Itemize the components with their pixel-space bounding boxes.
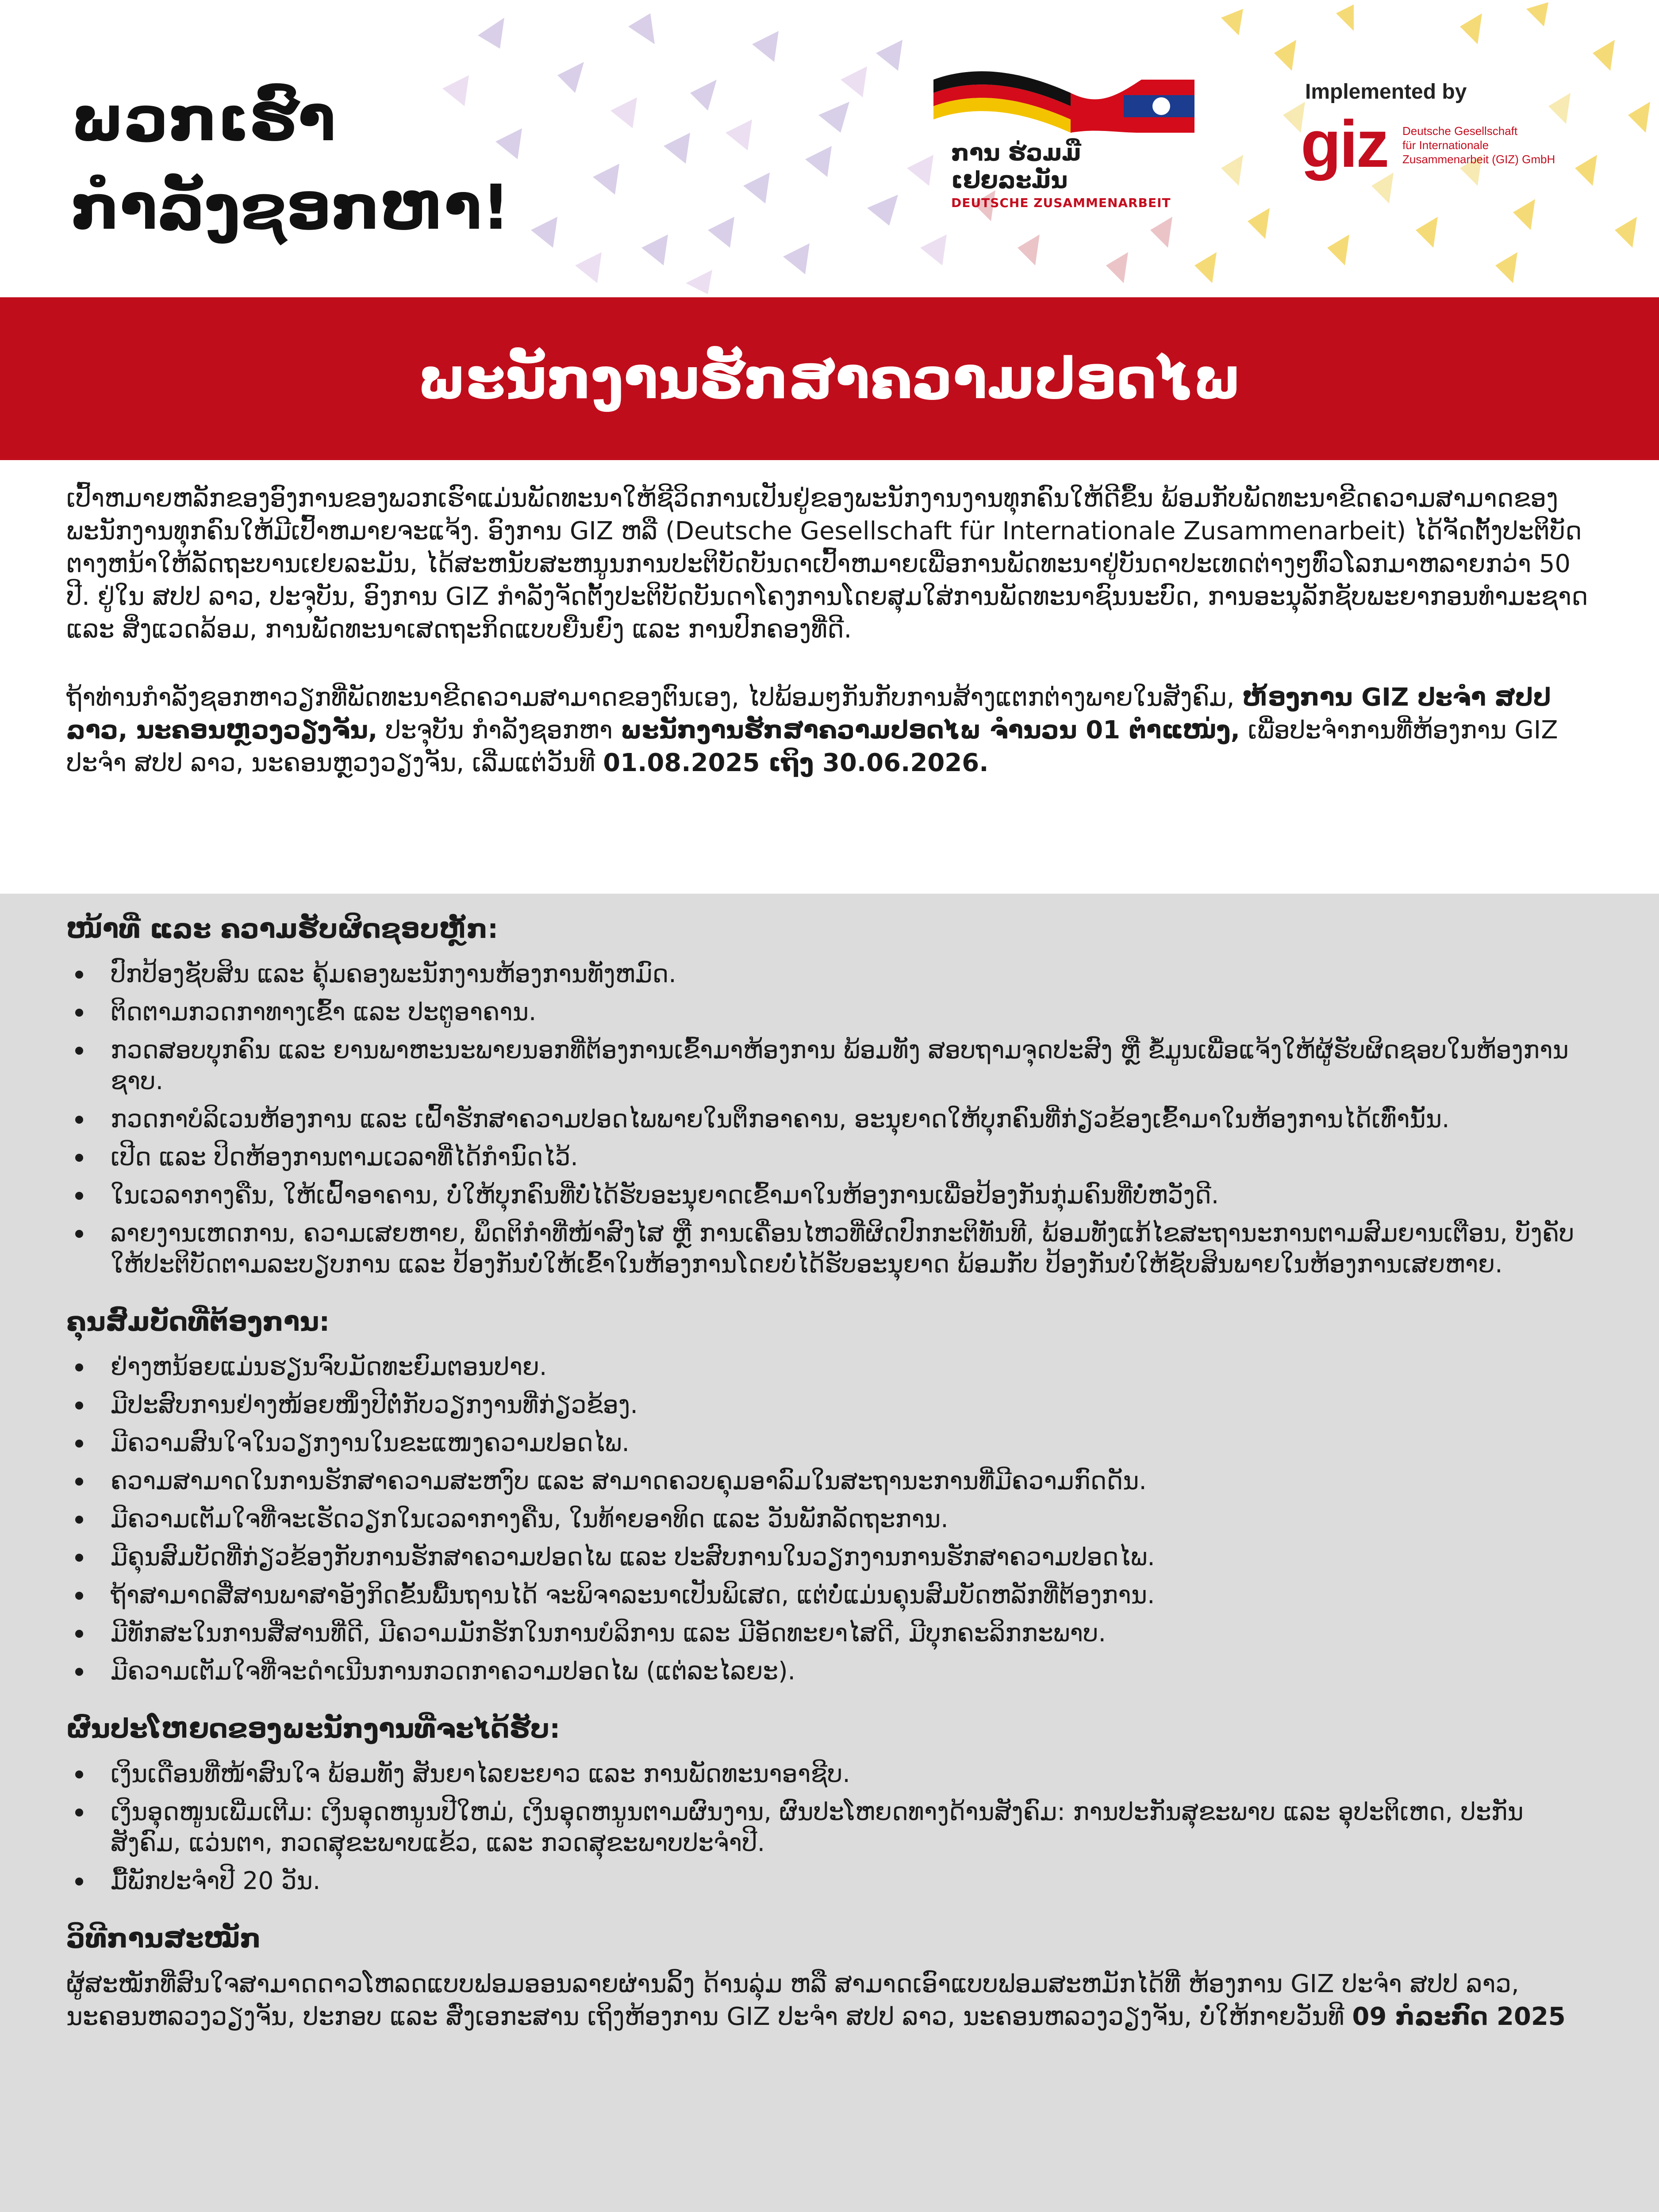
- benefits-heading: ຜົນປະໂຫຍດຂອງພະນັກງານທີ່ຈະໄດ້ຮັບ:: [66, 1713, 561, 1744]
- intro-section: [66, 482, 1593, 815]
- benefits-list: [66, 1758, 1593, 1896]
- list-item: ມື້ພັກປະຈຳປີ 20 ວັນ.: [66, 1865, 1593, 1896]
- coop-logo-line-2: ເຢຍລະມັນ: [951, 167, 1068, 194]
- giz-desc-line-1: Deutsche Gesellschaft: [1402, 124, 1518, 138]
- intro-p2-text: ປະຈຸບັນ ກຳລັງຊອກຫາ: [377, 716, 621, 745]
- list-item: ໃນເວລາກາງຄືນ, ໃຫ້ເຝົ້າອາຄານ, ບໍ່ໃຫ້ບຸກຄົນທີ່ບໍ່ໄດ້ຮັບອະນຸຍາດເຂົ້າມາໃນຫ້ອງການເພື່ອປ້ອງກັນກຸ່ມຄົນທີ່ບໍ່ຫວັງດີ.: [66, 1179, 1593, 1210]
- qualifications-section: [66, 1304, 1593, 1686]
- application-heading: ວິທີການສະໝັກ: [66, 1923, 261, 1954]
- headline: [71, 75, 510, 252]
- list-item: ມີຄວາມເຕັມໃຈທີ່ຈະເຮັດວຽກໃນເວລາກາງຄືນ, ໃນທ້າຍອາທິດ ແລະ ວັນພັກລັດຖະການ.: [66, 1503, 1593, 1534]
- list-item: ປົກປ້ອງຊັບສິນ ແລະ ຄຸ້ມຄອງພະນັກງານຫ້ອງການທັງຫມົດ.: [66, 958, 1593, 989]
- giz-full-name: [1402, 124, 1588, 166]
- implemented-by-label: Implemented by: [1305, 80, 1467, 104]
- intro-paragraph-2: [66, 681, 1593, 780]
- list-item: ລາຍງານເຫດການ, ຄວາມເສຍຫາຍ, ພຶດຕິກຳທີ່ໜ້າສົງໄສ ຫຼື ການເຄື່ອນໄຫວທີ່ຜິດປົກກະຕິທັນທີ, ພ້ອມທັງແກ້ໄຂສະຖານະການຕາມສົມຍານເຕືອນ, ບັງຄັບໃຫ້ປະຕິບັດຕາມລະບຽບການ ແລະ ປ້ອງກັນບໍ່ໃຫ້ເຂົ້າໃນຫ້ອງການໂດຍບໍ່ໄດ້ຮັບອະນຸຍາດ ພ້ອມກັບ ປ້ອງກັນບໍ່ໃຫ້ຊັບສິນພາຍໃນຫ້ອງການເສຍຫາຍ.: [66, 1217, 1593, 1279]
- list-item: ມີຄຸນສົມບັດທີ່ກ່ຽວຂ້ອງກັບການຮັກສາຄວາມປອດໄພ ແລະ ປະສົບການໃນວຽກງານການຮັກສາຄວາມປອດໄພ.: [66, 1541, 1593, 1572]
- list-item: ຄວາມສາມາດໃນການຮັກສາຄວາມສະຫງົບ ແລະ ສາມາດຄວບຄຸມອາລົມໃນສະຖານະການທີ່ມີຄວາມກົດດັນ.: [66, 1465, 1593, 1496]
- list-item: ມີປະສົບການຢ່າງໜ້ອຍໜຶ່ງປີຕໍ່ກັບວຽກງານທີ່ກ່ຽວຂ້ອງ.: [66, 1389, 1593, 1420]
- application-text: [66, 1968, 1593, 2033]
- intro-p2-text: ຖ້າທ່ານກຳລັງຊອກຫາວຽກທີ່ພັດທະນາຂີດຄວາມສາມາດຂອງຕົນເອງ, ໄປພ້ອມໆກັນກັບການສ້າງແຕກຕ່າງພາຍໃນສັງຄົມ,: [66, 683, 1243, 712]
- list-item: ກວດສອບບຸກຄົນ ແລະ ຍານພາຫະນະພາຍນອກທີ່ຕ້ອງການເຂົ້າມາຫ້ອງການ ພ້ອມທັງ ສອບຖາມຈຸດປະສົງ ຫຼື ຂໍ້ມູນເພື່ອແຈ້ງໃຫ້ຜູ້ຮັບຜິດຊອບໃນຫ້ອງການຊາບ.: [66, 1034, 1593, 1096]
- list-item: ເງິນອຸດໜູນເພີ່ມເຕີມ: ເງິນອຸດຫນູນປີໃຫມ່, ເງິນອຸດຫນູນຕາມຜົນງານ, ຜົນປະໂຫຍດທາງດ້ານສັງຄົມ: ການປະກັນສຸຂະພາບ ແລະ ອຸປະຕິເຫດ, ປະກັນສັງຄົມ, ແວ່ນຕາ, ກວດສຸຂະພາບແຂ້ວ, ແລະ ກວດສຸຂະພາບປະຈຳປີ.: [66, 1796, 1593, 1858]
- contract-period: 01.08.2025 ເຖິງ 30.06.2026.: [603, 749, 989, 777]
- office-location: ຫ້ອງການ GIZ ປະຈຳ ສປປ ລາວ, ນະຄອນຫຼວງວຽງຈັນ,: [66, 683, 1551, 745]
- list-item: ຖ້າສາມາດສື່ສານພາສາອັງກິດຂັ້ນພື້ນຖານໄດ້ ຈະພິຈາລະນາເປັນພິເສດ, ແຕ່ບໍ່ແມ່ນຄຸນສົມບັດຫລັກທີ່ຕ້ອງການ.: [66, 1579, 1593, 1610]
- list-item: ມີທັກສະໃນການສື່ສານທີ່ດີ, ມີຄວາມມັກຮັກໃນການບໍລິການ ແລະ ມີອັດທະຍາໄສດີ, ມີບຸກຄະລິກກະພາບ.: [66, 1617, 1593, 1648]
- intro-p2-text: ເພື່ອປະຈຳການທີ່ຫ້ອງການ GIZ ປະຈຳ ສປປ ລາວ, ນະຄອນຫຼວງວຽງຈັນ, ເລີ່ມແຕ່ວັນທີ: [66, 716, 1558, 777]
- german-cooperation-logo: [929, 62, 1203, 212]
- job-title: ພະນັກງານຮັກສາຄວາມປອດໄພ: [417, 346, 1242, 412]
- duties-heading: ໜ້າທີ່ ແລະ ຄວາມຮັບຜິດຊອບຫຼັກ:: [66, 914, 499, 945]
- page-header: [0, 0, 1659, 297]
- giz-desc-line-3: Zusammenarbeit (GIZ) GmbH: [1402, 153, 1555, 166]
- flag-ribbon-icon: [929, 62, 1203, 142]
- list-item: ເປີດ ແລະ ປິດຫ້ອງການຕາມເວລາທີ່ໄດ້ກຳນົດໄວ້.: [66, 1141, 1593, 1172]
- position-count: ພະນັກງານຮັກສາຄວາມປອດໄພ ຈຳນວນ 01 ຕຳແໜ່ງ,: [620, 716, 1240, 745]
- application-section: [66, 1921, 1593, 2033]
- list-item: ມີຄວາມເຕັມໃຈທີ່ຈະດຳເນີນການກວດກາຄວາມປອດໄພ (ແຕ່ລະໄລຍະ).: [66, 1655, 1593, 1686]
- application-deadline: 09 ກໍລະກົດ 2025: [1352, 2002, 1566, 2031]
- qualifications-heading: ຄຸນສົມບັດທີ່ຕ້ອງການ:: [66, 1306, 330, 1337]
- duties-section: [66, 911, 1593, 1279]
- coop-logo-line-3: DEUTSCHE ZUSAMMENARBEIT: [951, 196, 1171, 210]
- list-item: ຕິດຕາມກວດກາທາງເຂົ້າ ແລະ ປະຕູອາຄານ.: [66, 996, 1593, 1027]
- intro-paragraph-1: ເປົ້າຫມາຍຫລັກຂອງອົງການຂອງພວກເຮົາແມ່ນພັດທະນາໃຫ້ຊີວິດການເປັນຢູ່ຂອງພະນັກງານງານທຸກຄົນໃຫ້ດີຂຶ້ນ ພ້ອມກັບພັດທະນາຂີດຄວາມສາມາດຂອງພະນັກງານທຸກຄົນໃຫ້ມີເປົ້າຫມາຍຈະແຈ້ງ. ອົງການ GIZ ຫລື (Deutsche Gesellschaft für Internationale Zusammenarbeit) ໄດ້ຈັດຕັ້ງປະຕິບັດຕາງຫນ້າໃຫ້ລັດຖະບານເຢຍລະມັນ, ໄດ້ສະຫນັບສະຫນູນການປະຕິບັດບັນດາເປົ້າຫມາຍເພື່ອການພັດທະນາຢູ່ບັນດາປະເທດຕ່າງໆທົ່ວໂລກມາຫລາຍກວ່າ 50 ປີ. ຢູ່ໃນ ສປປ ລາວ, ປະຈຸບັນ, ອົງການ GIZ ກຳລັງຈັດຕັ້ງປະຕິບັດບັນດາໂຄງການໂດຍສຸມໃສ່ການພັດທະນາຊົນນະບົດ, ການອະນຸລັກຊັບພະຍາກອນທຳມະຊາດ ແລະ ສິ່ງແວດລ້ອມ, ການພັດທະນາເສດຖະກິດແບບຍືນຍົງ ແລະ ການປົກຄອງທີ່ດີ.: [66, 484, 1588, 644]
- details-panel: [0, 894, 1659, 2212]
- headline-line-1: ພວກເຮົາ: [71, 83, 336, 155]
- headline-line-2: ກຳລັງຊອກຫາ!: [71, 172, 510, 244]
- giz-desc-line-2: für Internationale: [1402, 138, 1489, 152]
- application-instructions: ຜູ້ສະໝັກທີ່ສົນໃຈສາມາດດາວໂຫລດແບບຟອມອອນລາຍຜ່ານລິ້ງ ດ້ານລຸ່ມ ຫລື ສາມາດເອົາແບບຟອມສະຫມັກໄດ້ທີ່ ຫ້ອງການ GIZ ປະຈຳ ສປປ ລາວ, ນະຄອນຫລວງວຽງຈັນ, ປະກອບ ແລະ ສົ່ງເອກະສານ ເຖິງຫ້ອງການ GIZ ປະຈຳ ສປປ ລາວ, ນະຄອນຫລວງວຽງຈັນ, ບໍ່ໃຫ້ກາຍວັນທີ: [66, 1970, 1519, 2031]
- duties-list: [66, 958, 1593, 1279]
- benefits-section: [66, 1711, 1593, 1896]
- coop-logo-line-1: ການ ຮ່ວມມື: [951, 140, 1081, 166]
- giz-wordmark: giz: [1301, 107, 1388, 181]
- qualifications-list: [66, 1351, 1593, 1686]
- list-item: ກວດກາບໍລິເວນຫ້ອງການ ແລະ ເຝົ້າຮັກສາຄວາມປອດໄພພາຍໃນຕຶກອາຄານ, ອະນຸຍາດໃຫ້ບຸກຄົນທີ່ກ່ຽວຂ້ອງເຂົ້າມາໃນຫ້ອງການໄດ້ເທົ່ານັ້ນ.: [66, 1103, 1593, 1134]
- list-item: ມີຄວາມສົນໃຈໃນວຽກງານໃນຂະແໜງຄວາມປອດໄພ.: [66, 1427, 1593, 1458]
- job-title-banner: [0, 297, 1659, 460]
- list-item: ຢ່າງຫນ້ອຍແມ່ນຮຽນຈົບມັດທະຍົມຕອນປາຍ.: [66, 1351, 1593, 1382]
- giz-logo: [1301, 80, 1584, 195]
- list-item: ເງິນເດືອນທີ່ໜ້າສົນໃຈ ພ້ອມທັງ ສັນຍາໄລຍະຍາວ ແລະ ການພັດທະນາອາຊີບ.: [66, 1758, 1593, 1789]
